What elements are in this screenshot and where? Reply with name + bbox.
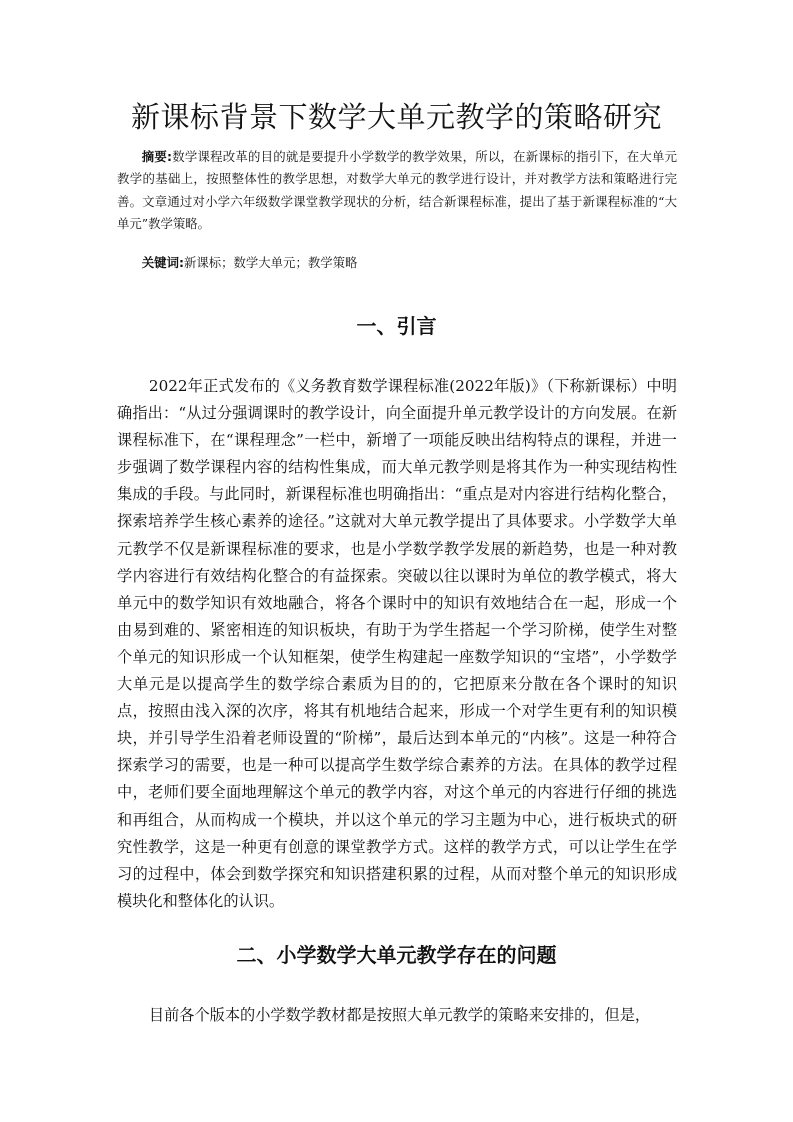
- keywords-line: [117, 252, 677, 274]
- problems-paragraph: 目前各个版本的小学数学教材都是按照大单元教学的策略来安排的，但是，: [148, 1006, 651, 1024]
- paper-title: 新课标背景下数学大单元教学的策略研究: [130, 100, 662, 134]
- section-heading-problems: 二、小学数学大单元教学存在的问题: [236, 943, 557, 967]
- keywords-text: 新课标；数学大单元；教学策略: [183, 255, 358, 270]
- abstract-text: 数学课程改革的目的就是要提升小学数学的教学效果，所以，在新课标的指引下，在大单元教学的基础上，按照整体性的教学思想，对数学大单元的教学进行设计，并对教学方法和策略进行完善。文章通过对小学六年级数学课堂教学现状的分析，结合新课程标准，提出了基于新课程标准的“大单元”教学策略。: [117, 149, 678, 231]
- section-heading-introduction: 一、引言: [356, 314, 437, 338]
- abstract-paragraph: [117, 146, 677, 235]
- abstract-block: [117, 146, 677, 235]
- keywords-label: 关键词:: [141, 255, 184, 270]
- abstract-label: 摘要:: [141, 149, 173, 164]
- introduction-paragraph: 2022年正式发布的《义务教育数学课程标准(2022年版)》（下称新课标）中明确指出：“从过分强调课时的教学设计，向全面提升单元教学设计的方向发展。在新课程标准下，在“课程理念”一栏中，新增了一项能反映出结构特点的课程，并进一步强调了数学课程内容的结构性集成，而大单元教学则是将其作为一种实现结构性集成的手段。与此同时，新课程标准也明确指出：“重点是对内容进行结构化整合，探索培养学生核心素养的途径。”这就对大单元教学提出了具体要求。小学数学大单元教学不仅是新课程标准的要求，也是小学数学教学发展的新趋势，也是一种对教学内容进行有效结构化整合的有益探索。突破以往以课时为单位的教学模式，将大单元中的数学知识有效地融合，将各个课时中的知识有效地结合在一起，形成一个由易到难的、紧密相连的知识板块，有助于为学生搭起一个学习阶梯，使学生对整个单元的知识形成一个认知框架，使学生构建起一座数学知识的“宝塔”，小学数学大单元是以提高学生的数学综合素质为目的的，它把原来分散在各个课时的知识点，按照由浅入深的次序，将其有机地结合起来，形成一个对学生更有利的知识模块，并引导学生沿着老师设置的“阶梯”，最后达到本单元的“内核”。这是一种符合探索学习的需要，也是一种可以提高学生数学综合素养的方法。在具体的教学过程中，老师们要全面地理解这个单元的教学内容，对这个单元的内容进行仔细的挑选和再组合，从而构成一个模块，并以这个单元的学习主题为中心，进行板块式的研究性教学，这是一种更有创意的课堂教学方式。这样的教学方式，可以让学生在学习的过程中，体会到数学探究和知识搭建积累的过程，从而对整个单元的知识形成模块化和整体化的认识。: [117, 377, 677, 910]
